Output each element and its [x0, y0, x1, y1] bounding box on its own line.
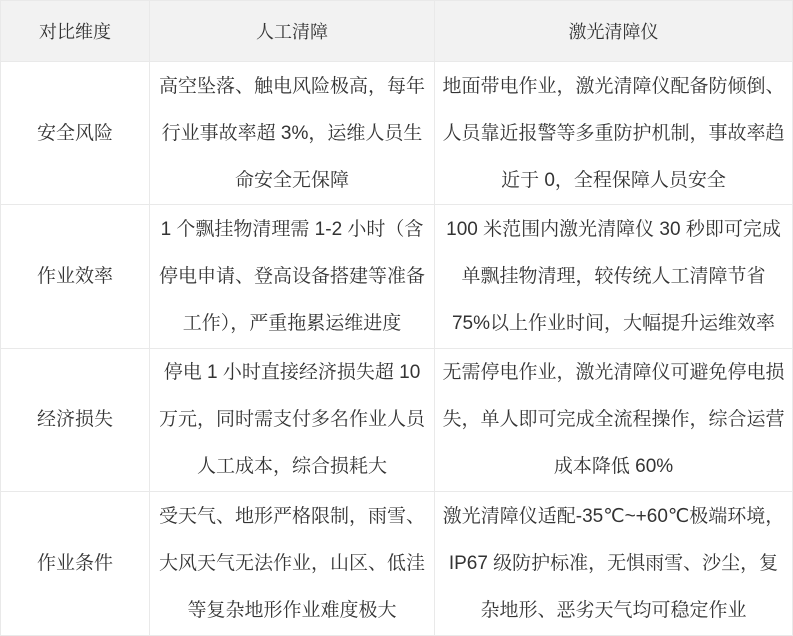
laser-clearer-cell: 地面带电作业，激光清障仪配备防倾倒、人员靠近报警等多重防护机制，事故率趋近于 0，全程保障人员安全	[435, 62, 792, 205]
table-row-economic-loss	[1, 349, 792, 492]
row-dimension-label: 经济损失	[1, 349, 150, 492]
row-dimension-label: 安全风险	[1, 62, 150, 205]
manual-clearing-cell: 受天气、地形严格限制，雨雪、大风天气无法作业，山区、低洼等复杂地形作业难度极大	[150, 492, 435, 635]
manual-clearing-cell: 1 个飘挂物清理需 1-2 小时（含停电申请、登高设备搭建等准备工作），严重拖累运维进度	[150, 205, 435, 348]
table-row-work-conditions	[1, 492, 792, 635]
laser-clearer-cell: 100 米范围内激光清障仪 30 秒即可完成单飘挂物清理，较传统人工清障节省 75%以上作业时间，大幅提升运维效率	[435, 205, 792, 348]
header-cell-laser-clearer: 激光清障仪	[435, 1, 792, 62]
row-dimension-label: 作业效率	[1, 205, 150, 348]
table-header-row	[1, 1, 792, 62]
manual-clearing-cell: 高空坠落、触电风险极高，每年行业事故率超 3%，运维人员生命安全无保障	[150, 62, 435, 205]
table-row-work-efficiency	[1, 205, 792, 348]
manual-clearing-cell: 停电 1 小时直接经济损失超 10 万元，同时需支付多名作业人员人工成本，综合损耗大	[150, 349, 435, 492]
table-row-safety-risk	[1, 62, 792, 205]
header-cell-dimension: 对比维度	[1, 1, 150, 62]
row-dimension-label: 作业条件	[1, 492, 150, 635]
laser-clearer-cell: 激光清障仪适配-35℃~+60℃极端环境，IP67 级防护标准，无惧雨雪、沙尘，复杂地形、恶劣天气均可稳定作业	[442, 505, 785, 621]
laser-clearer-cell: 无需停电作业，激光清障仪可避免停电损失，单人即可完成全流程操作，综合运营成本降低 60%	[435, 349, 792, 492]
header-cell-manual-clearing: 人工清障	[150, 1, 435, 62]
